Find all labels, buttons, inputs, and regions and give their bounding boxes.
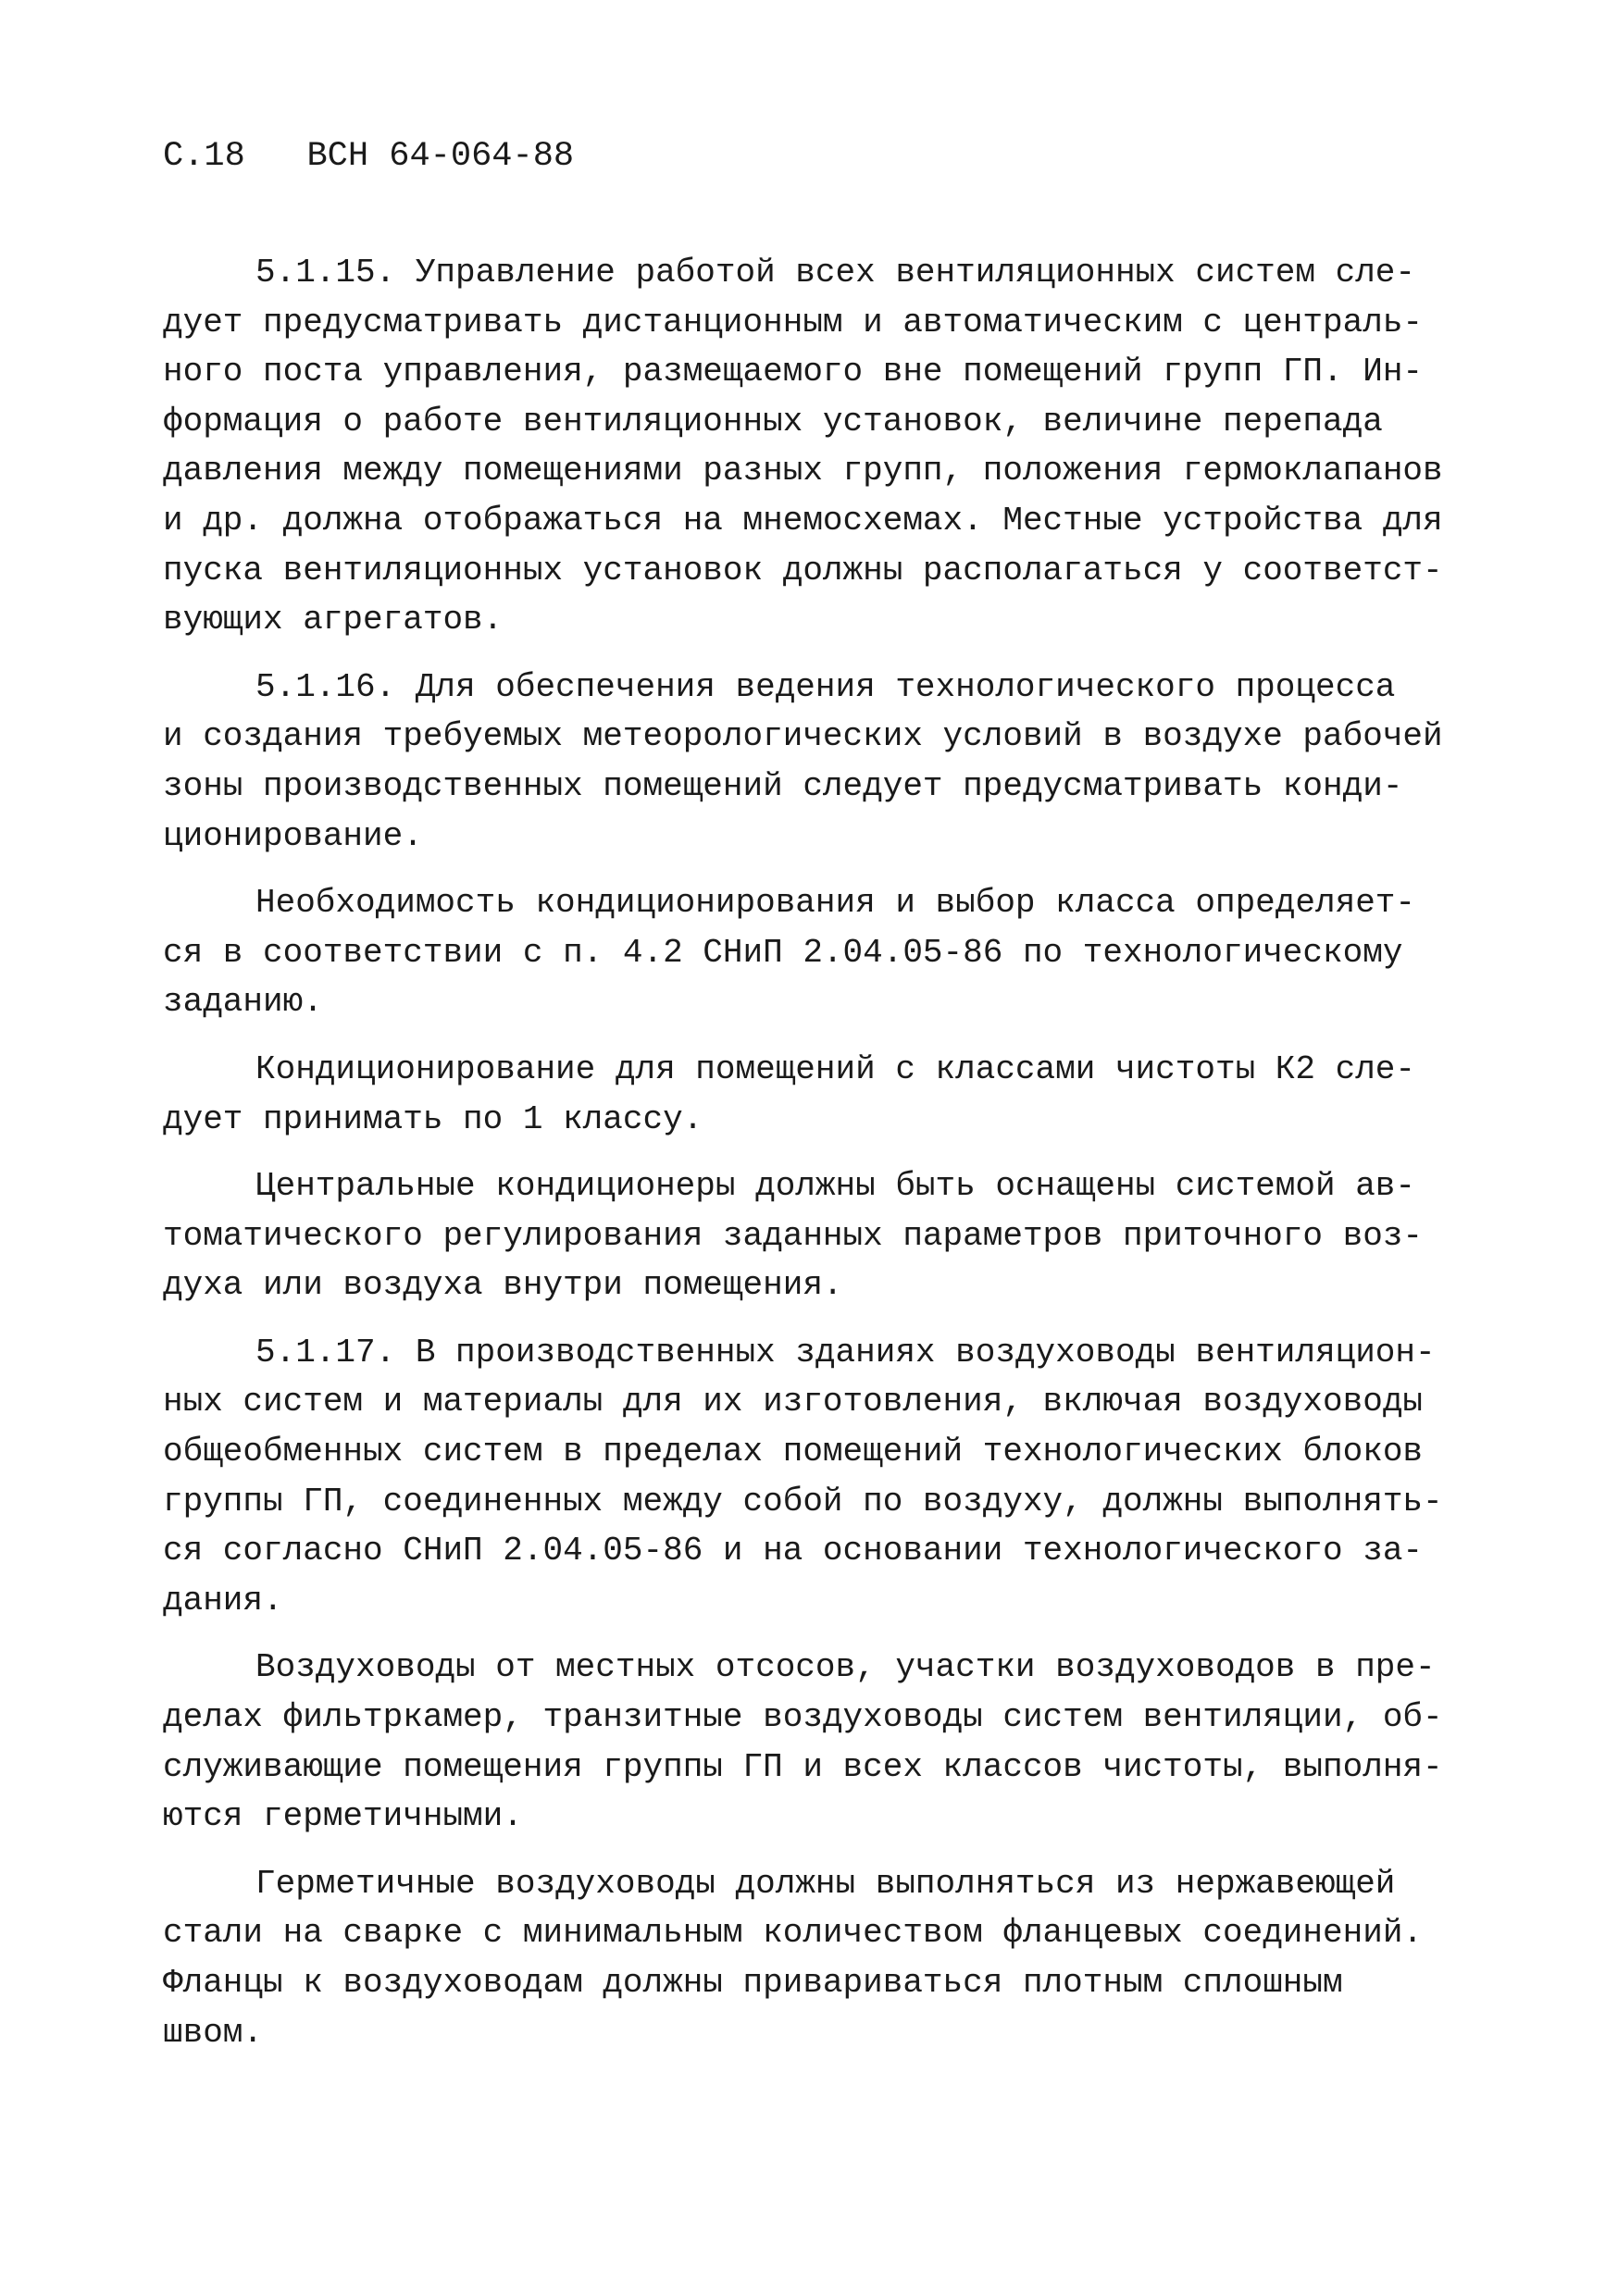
text-line: Кондиционирование для помещений с классами чистоты К2 сле- [255,1049,1416,1088]
text-line: давления между помещениями разных групп, положения гермоклапанов [163,452,1443,490]
text-line: дует предусматривать дистанционным и автоматическим с централь- [163,303,1424,341]
page-number: С.18 [163,137,245,176]
text-line: и др. должна отображаться на мнемосхемах. Местные устройства для [163,501,1443,540]
document-body [163,248,1459,2057]
text-line: ся согласно СНиП 2.04.05-86 и на основании технологического за- [163,1532,1424,1570]
text-line: группы ГП, соединенных между собой по воздуху, должны выполнять- [163,1482,1443,1520]
text-line: пуска вентиляционных установок должны располагаться у соответст- [163,551,1443,590]
paragraph-air-ducts-local [163,1643,1459,1841]
paragraph-5-1-16 [163,663,1459,861]
paragraph-hermetic-ducts [163,1859,1459,2057]
text-line: формация о работе вентиляционных установок, величине перепада [163,402,1383,441]
text-line: Герметичные воздуховоды должны выполняться из нержавеющей [255,1864,1396,1903]
text-line: Воздуховоды от местных отсосов, участки воздуховодов в пре- [255,1648,1436,1687]
text-line: заданию. [163,983,323,1022]
document-code: ВСН 64-064-88 [306,137,575,176]
text-line: духа или воздуха внутри помещения. [163,1266,843,1305]
text-line: дует принимать по 1 классу. [163,1099,703,1138]
text-line: ных систем и материалы для их изготовления, включая воздуховоды [163,1383,1424,1421]
text-line: Необходимость кондиционирования и выбор класса определяет- [255,884,1416,923]
text-line: зоны производственных помещений следует предусматривать конди- [163,766,1403,805]
text-line: 5.1.15. Управление работой всех вентиляционных систем сле- [255,254,1416,292]
text-line: служивающие помещения группы ГП и всех классов чистоты, выполня- [163,1747,1443,1786]
paragraph-5-1-15 [163,248,1459,645]
text-line: ются герметичными. [163,1797,523,1836]
text-line: ся в соответствии с п. 4.2 СНиП 2.04.05-86 по технологическому [163,933,1403,972]
text-line: стали на сварке с минимальным количеством фланцевых соединений. [163,1914,1424,1953]
page-header [163,137,574,176]
text-line: и создания требуемых метеорологических условий в воздухе рабочей [163,717,1443,756]
text-line: 5.1.16. Для обеспечения ведения технологического процесса [255,667,1396,706]
text-line: Фланцы к воздуховодам должны привариваться плотным сплошным [163,1964,1343,2002]
text-line: томатического регулирования заданных параметров приточного воз- [163,1216,1424,1255]
paragraph-central-conditioners [163,1161,1459,1310]
text-line: ного поста управления, размещаемого вне помещений групп ГП. Ин- [163,353,1424,391]
text-line: 5.1.17. В производственных зданиях воздуховоды вентиляцион- [255,1333,1436,1371]
text-line: дания. [163,1581,283,1620]
text-line: вующих агрегатов. [163,601,504,639]
paragraph-conditioning-necessity [163,878,1459,1027]
text-line: делах фильтркамер, транзитные воздуховоды систем вентиляции, об- [163,1698,1443,1737]
text-line: швом. [163,2013,264,2052]
text-line: Центральные кондиционеры должны быть оснащены системой ав- [255,1167,1416,1206]
text-line: ционирование. [163,816,423,855]
paragraph-conditioning-class [163,1045,1459,1144]
text-line: общеобменных систем в пределах помещений технологических блоков [163,1433,1424,1471]
paragraph-5-1-17 [163,1328,1459,1626]
